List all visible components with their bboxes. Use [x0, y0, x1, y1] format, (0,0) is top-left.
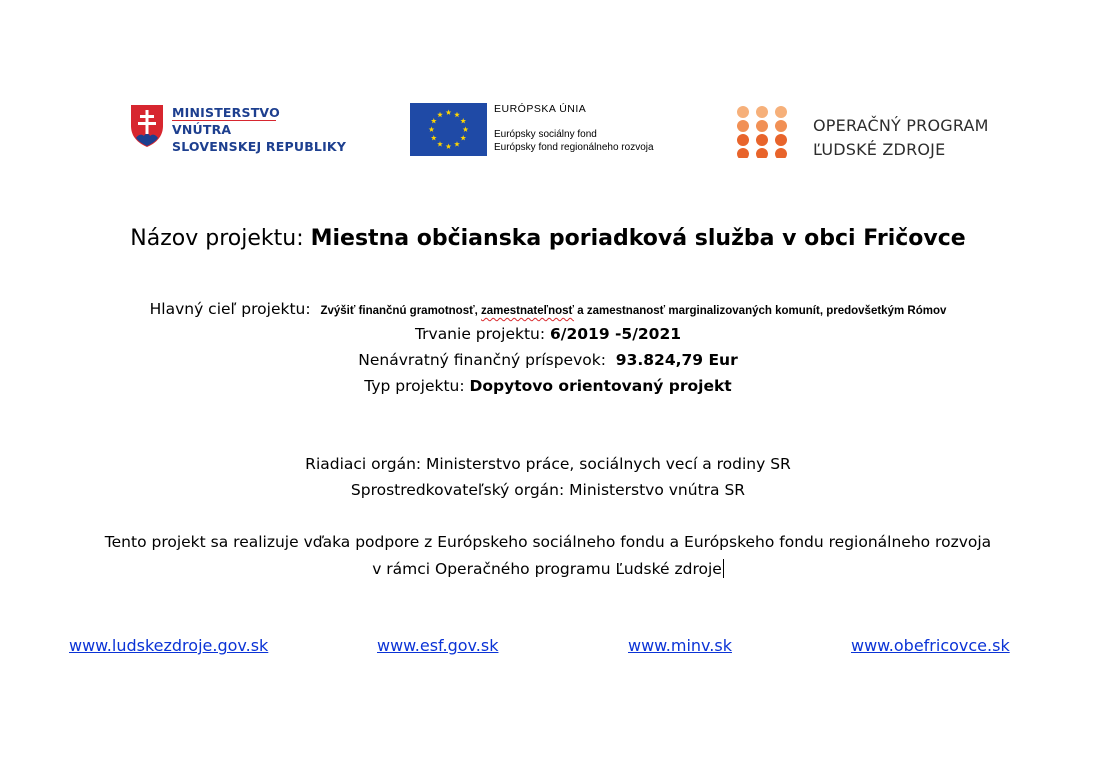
link-ludskezdroje[interactable]: www.ludskezdroje.gov.sk	[69, 636, 269, 655]
project-title-label: Názov projektu:	[130, 226, 311, 251]
link-obefricovce[interactable]: www.obefricovce.sk	[851, 636, 1010, 655]
eu-star	[437, 141, 443, 146]
eu-star	[454, 112, 460, 117]
op-dot	[775, 148, 787, 158]
eu-star	[454, 141, 460, 146]
eu-logo	[410, 103, 672, 159]
eu-star	[463, 127, 469, 132]
goal-part-2-spellcheck: zamestnateľnosť	[481, 305, 575, 317]
op-dot	[756, 148, 768, 158]
eu-star	[431, 135, 437, 140]
op-dot	[737, 106, 749, 118]
project-type	[0, 377, 1096, 395]
funding-statement-line-2	[0, 559, 1096, 578]
project-goal-value	[320, 305, 946, 317]
funding-statement-text: v rámci Operačného programu Ľudské zdroje	[372, 560, 722, 578]
eu-star	[437, 112, 443, 117]
project-type-label: Typ projektu:	[364, 377, 470, 395]
eu-fund-esf: Európsky sociálny fond	[494, 129, 597, 140]
project-title-value: Miestna občianska poriadková služba v obci Fričovce	[310, 226, 966, 251]
eu-flag-icon	[410, 103, 487, 156]
ministry-line-2: VNÚTRA	[172, 122, 232, 137]
project-grant-label: Nenávratný finančný príspevok:	[358, 351, 616, 369]
eu-star	[446, 144, 452, 149]
project-duration-label: Trvanie projektu:	[414, 325, 551, 343]
project-grant	[0, 351, 1096, 369]
op-ludske-zdroje-logo	[736, 106, 996, 158]
project-type-value: Dopytovo orientovaný projekt	[469, 377, 732, 395]
ministry-line-1: MINISTERSTVO	[172, 105, 280, 120]
op-line-2: ĽUDSKÉ ZDROJE	[813, 140, 946, 159]
intermediate-body: Sprostredkovateľský orgán: Ministerstvo vnútra SR	[350, 481, 746, 499]
project-goal	[0, 300, 1096, 318]
op-dot	[756, 106, 768, 118]
op-dot	[737, 148, 749, 158]
eu-star	[460, 135, 466, 140]
op-dot	[775, 120, 787, 132]
funding-statement-line-1: Tento projekt sa realizuje vďaka podpore z Európskeho sociálneho fondu a Európskeho fondu regionálneho rozvoja	[104, 533, 992, 551]
project-title	[0, 226, 1096, 251]
eu-star	[460, 118, 466, 123]
text-cursor	[723, 559, 724, 578]
ministry-divider	[172, 120, 276, 121]
eu-star	[446, 110, 452, 115]
goal-part-1: Zvýšiť finančnú gramotnosť,	[320, 305, 481, 317]
managing-authority: Riadiaci orgán: Ministerstvo práce, sociálnych vecí a rodiny SR	[305, 455, 791, 473]
eu-heading: EURÓPSKA ÚNIA	[494, 103, 587, 115]
op-dot	[775, 106, 787, 118]
op-dot	[775, 134, 787, 146]
eu-fund-erdf: Európsky fond regionálneho rozvoja	[494, 142, 654, 153]
eu-star	[431, 118, 437, 123]
project-goal-label: Hlavný cieľ projektu:	[149, 300, 311, 318]
project-duration	[0, 325, 1096, 343]
op-dots-icon	[736, 106, 792, 158]
ministry-interior-logo	[130, 104, 350, 160]
ministry-name	[172, 104, 346, 155]
eu-star	[429, 127, 435, 132]
link-esf[interactable]: www.esf.gov.sk	[377, 636, 499, 655]
op-dot	[737, 134, 749, 146]
op-dot	[756, 120, 768, 132]
goal-part-3: a zamestnanosť marginalizovaných komunít, predovšetkým Rómov	[574, 305, 947, 317]
link-minv[interactable]: www.minv.sk	[628, 636, 732, 655]
op-logo-text	[813, 114, 989, 162]
ministry-line-3: SLOVENSKEJ REPUBLIKY	[172, 139, 347, 154]
project-grant-value: 93.824,79 Eur	[615, 351, 738, 369]
op-dot	[737, 120, 749, 132]
website-links	[0, 636, 1113, 660]
op-line-1: OPERAČNÝ PROGRAM	[813, 116, 989, 135]
op-dot	[756, 134, 768, 146]
slovak-coat-of-arms-icon	[130, 104, 164, 148]
project-duration-value: 6/2019 -5/2021	[550, 325, 682, 343]
eu-logo-text	[494, 103, 654, 154]
